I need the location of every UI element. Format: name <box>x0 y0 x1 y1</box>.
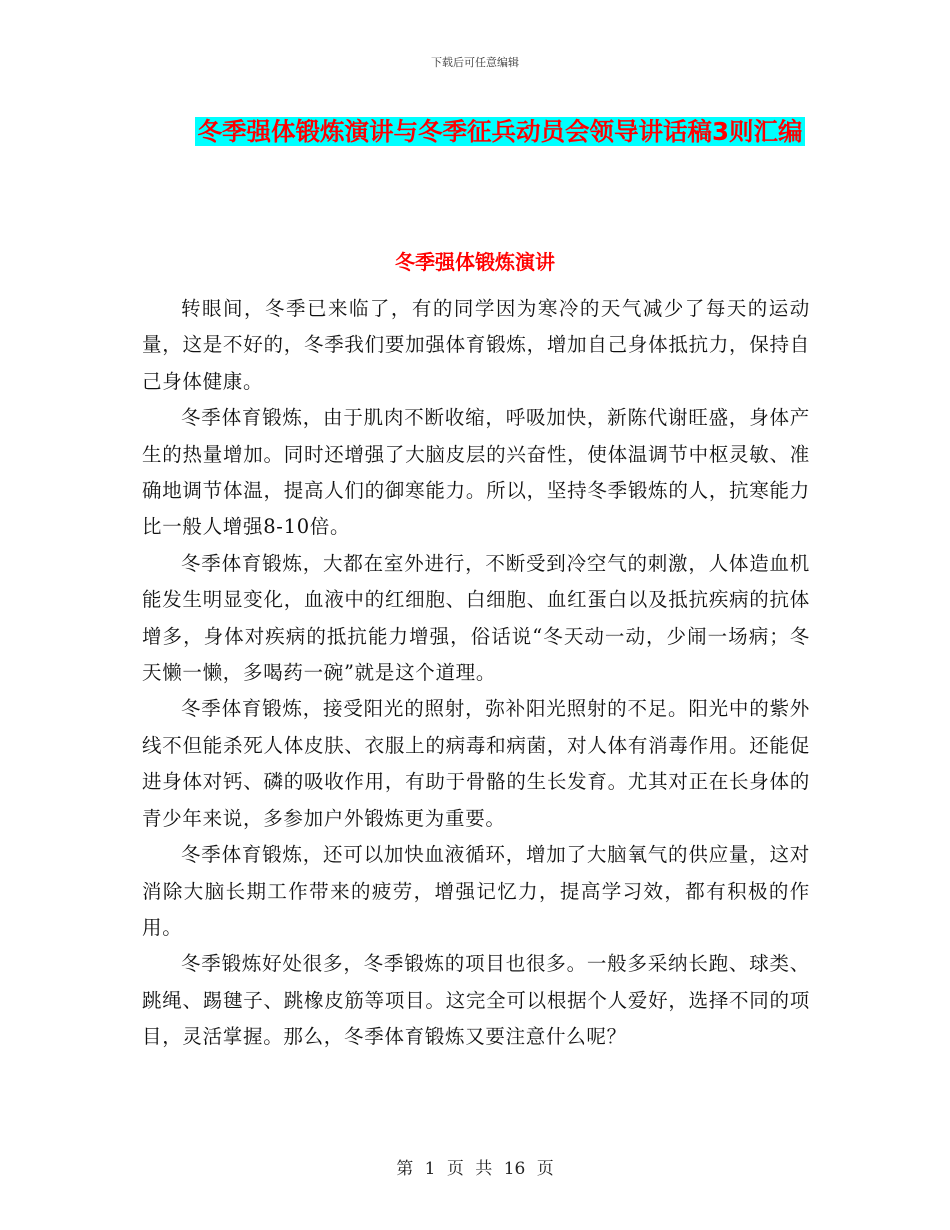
header-note: 下载后可任意编辑 <box>431 56 519 69</box>
paragraph: 冬季体育锻炼，还可以加快血液循环，增加了大脑氧气的供应量，这对消除大脑长期工作带来的疲劳，增强记忆力，提高学习效，都有积极的作用。 <box>142 843 810 939</box>
section-body <box>142 291 810 1056</box>
paragraph: 冬季体育锻炼，接受阳光的照射，弥补阳光照射的不足。阳光中的紫外线不但能杀死人体皮肤、衣服上的病毒和病菌，对人体有消毒作用。还能促进身体对钙、磷的吸收作用，有助于骨骼的生长发育。尤其对正在长身体的青少年来说，多参加户外锻炼更为重要。 <box>142 697 810 830</box>
paragraph: 冬季体育锻炼，由于肌肉不断收缩，呼吸加快，新陈代谢旺盛，身体产生的热量增加。同时还增强了大脑皮层的兴奋性，使体温调节中枢灵敏、准确地调节体温，提高人们的御寒能力。所以，坚持冬季锻炼的人，抗寒能力比一般人增强8-10倍。 <box>142 406 810 539</box>
paragraph: 冬季锻炼好处很多，冬季锻炼的项目也很多。一般多采纳长跑、球类、跳绳、踢毽子、跳橡皮筋等项目。这完全可以根据个人爱好，选择不同的项目，灵活掌握。那么，冬季体育锻炼又要注意什么呢？ <box>142 952 810 1049</box>
document-title <box>170 108 830 156</box>
section-title: 冬季强体锻炼演讲 <box>395 250 555 274</box>
paragraph: 转眼间，冬季已来临了，有的同学因为寒冷的天气减少了每天的运动量，这是不好的，冬季我们要加强体育锻炼，增加自己身体抵抗力，保持自己身体健康。 <box>142 297 810 393</box>
paragraph: 冬季体育锻炼，大都在室外进行，不断受到冷空气的刺激，人体造血机能发生明显变化，血液中的红细胞、白细胞、血红蛋白以及抵抗疾病的抗体增多，身体对疾病的抵抗能力增强，俗话说“冬天动一动，少闹一场病；冬天懒一懒，多喝药一碗”就是这个道理。 <box>142 551 810 685</box>
page-number-footer: 第 1 页 共 16 页 <box>396 1159 554 1179</box>
document-title-text: 冬季强体锻炼演讲与冬季征兵动员会领导讲话稿3则汇编 <box>197 117 803 146</box>
